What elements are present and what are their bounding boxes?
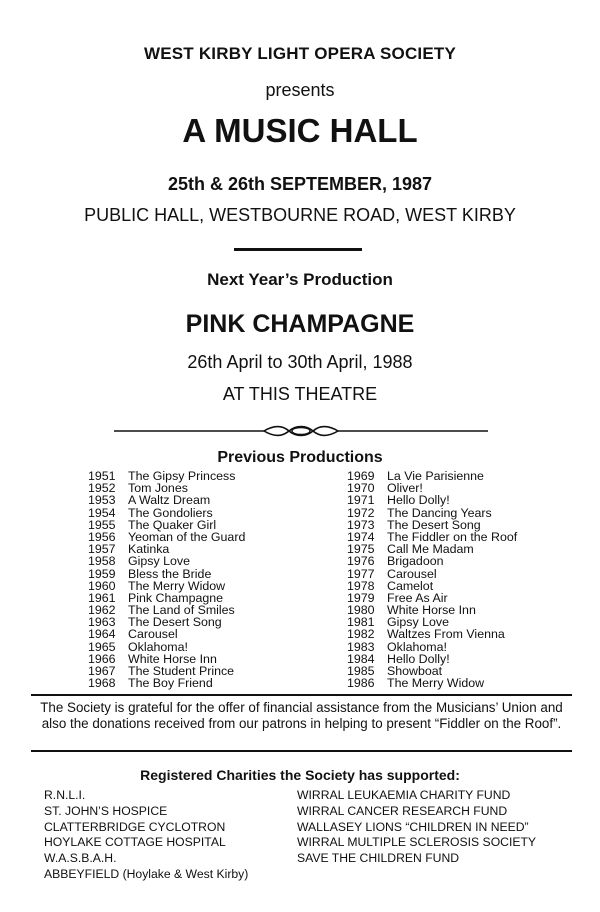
production-year: 1960 xyxy=(88,578,116,593)
production-year: 1982 xyxy=(347,627,375,642)
charity-item: HOYLAKE COTTAGE HOSPITAL xyxy=(44,835,226,850)
production-title: Gipsy Love xyxy=(387,615,449,630)
production-title: The Student Prince xyxy=(128,664,235,678)
production-row xyxy=(347,494,517,506)
production-row xyxy=(88,628,245,640)
charities-right-column xyxy=(297,788,536,867)
production-year: 1951 xyxy=(88,469,116,483)
production-year: 1985 xyxy=(347,664,375,678)
production-year: 1955 xyxy=(88,517,116,532)
divider-top xyxy=(31,694,572,696)
flourish-ornament-icon xyxy=(114,422,488,440)
production-title: The Quaker Girl xyxy=(128,517,217,532)
divider-short xyxy=(234,248,362,251)
production-year: 1979 xyxy=(347,590,375,605)
charities-left-column xyxy=(44,788,248,883)
production-year: 1977 xyxy=(347,566,375,581)
presents-text: presents xyxy=(265,80,335,100)
production-row xyxy=(347,555,517,567)
production-title: Waltzes From Vienna xyxy=(387,627,505,642)
charity-item: WIRRAL MULTIPLE SCLEROSIS SOCIETY xyxy=(297,835,537,850)
production-title: La Vie Parisienne xyxy=(387,469,484,483)
production-year: 1971 xyxy=(347,493,375,508)
production-year: 1957 xyxy=(88,542,116,557)
production-title: The Land of Smiles xyxy=(128,603,235,618)
charity-item: WALLASEY LIONS “CHILDREN IN NEED” xyxy=(297,819,529,834)
production-year: 1980 xyxy=(347,603,375,618)
production-row xyxy=(347,628,517,640)
production-title: Oklahoma! xyxy=(387,639,447,654)
production-year: 1966 xyxy=(88,651,116,666)
production-title: The Merry Widow xyxy=(387,676,485,691)
charity-item: R.N.L.I. xyxy=(44,788,86,802)
show-title: A MUSIC HALL xyxy=(182,112,418,149)
production-row xyxy=(88,494,245,506)
production-year: 1962 xyxy=(88,603,116,618)
production-title: Yeoman of the Guard xyxy=(128,529,246,544)
production-year: 1981 xyxy=(347,615,375,630)
production-title: Katinka xyxy=(128,542,170,557)
production-title: Oliver! xyxy=(387,481,423,496)
production-row xyxy=(88,507,245,519)
production-year: 1964 xyxy=(88,627,116,642)
production-year: 1968 xyxy=(88,676,116,691)
next-production-title: PINK CHAMPAGNE xyxy=(185,310,415,338)
production-title: The Dancing Years xyxy=(387,505,492,520)
production-row xyxy=(347,677,517,689)
production-title: Brigadoon xyxy=(387,554,444,569)
previous-productions-right-column xyxy=(347,470,517,689)
charity-item: WIRRAL CANCER RESEARCH FUND xyxy=(297,803,508,818)
production-year: 1972 xyxy=(347,505,375,520)
previous-productions-heading: Previous Productions xyxy=(217,449,383,466)
production-title: Hello Dolly! xyxy=(387,651,450,666)
production-title: The Gondoliers xyxy=(128,505,213,520)
production-title: The Fiddler on the Roof xyxy=(387,529,518,544)
production-title: Pink Champagne xyxy=(128,590,224,605)
production-title: The Boy Friend xyxy=(128,676,213,691)
production-year: 1958 xyxy=(88,554,116,569)
charity-item: CLATTERBRIDGE CYCLOTRON xyxy=(44,819,226,834)
production-year: 1967 xyxy=(88,664,116,678)
production-year: 1973 xyxy=(347,517,375,532)
production-year: 1983 xyxy=(347,639,375,654)
production-title: Hello Dolly! xyxy=(387,493,450,508)
show-dates: 25th & 26th SEPTEMBER, 1987 xyxy=(167,174,433,194)
next-production-heading: Next Year’s Production xyxy=(207,270,393,289)
divider-bottom xyxy=(31,750,572,752)
production-row xyxy=(88,568,245,580)
production-title: Carousel xyxy=(387,566,437,581)
next-production-location: AT THIS THEATRE xyxy=(222,384,378,404)
production-year: 1975 xyxy=(347,542,375,557)
production-year: 1961 xyxy=(88,590,116,605)
production-title: Tom Jones xyxy=(128,481,188,496)
production-year: 1965 xyxy=(88,639,116,654)
production-year: 1963 xyxy=(88,615,116,630)
production-title: The Merry Widow xyxy=(128,578,226,593)
production-year: 1974 xyxy=(347,529,375,544)
production-row xyxy=(347,641,517,653)
production-row xyxy=(88,555,245,567)
production-title: Gipsy Love xyxy=(128,554,190,569)
production-title: A Waltz Dream xyxy=(128,493,211,508)
production-year: 1970 xyxy=(347,481,375,496)
production-row xyxy=(88,677,245,689)
production-title: Showboat xyxy=(387,664,443,678)
charity-item: WIRRAL LEUKAEMIA CHARITY FUND xyxy=(297,788,511,802)
gratitude-note: The Society is grateful for the offer of financial assistance from the Musicians’ Union and also the donations received from our patrons in helping to present “Fiddler on the Roof”. xyxy=(40,700,563,731)
production-year: 1978 xyxy=(347,578,375,593)
production-title: Oklahoma! xyxy=(128,639,188,654)
production-year: 1954 xyxy=(88,505,116,520)
charity-item: SAVE THE CHILDREN FUND xyxy=(297,851,460,866)
production-year: 1984 xyxy=(347,651,375,666)
previous-productions-left-column xyxy=(88,470,245,689)
production-title: White Horse Inn xyxy=(128,651,217,666)
production-row xyxy=(347,568,517,580)
charities-heading: Registered Charities the Society has supported: xyxy=(140,767,460,783)
show-venue: PUBLIC HALL, WESTBOURNE ROAD, WEST KIRBY xyxy=(84,205,516,225)
production-year: 1969 xyxy=(347,469,375,483)
production-year: 1986 xyxy=(347,676,375,691)
production-title: Carousel xyxy=(128,627,178,642)
production-year: 1952 xyxy=(88,481,116,496)
charity-item: ABBEYFIELD (Hoylake & West Kirby) xyxy=(44,866,249,881)
production-title: Camelot xyxy=(387,578,434,593)
production-title: The Desert Song xyxy=(387,517,481,532)
production-year: 1953 xyxy=(88,493,116,508)
production-year: 1976 xyxy=(347,554,375,569)
production-title: The Desert Song xyxy=(128,615,222,630)
production-title: Bless the Bride xyxy=(128,566,212,581)
production-title: White Horse Inn xyxy=(387,603,476,618)
production-title: Free As Air xyxy=(387,590,448,605)
production-title: The Gipsy Princess xyxy=(128,469,236,483)
production-row xyxy=(347,507,517,519)
production-row xyxy=(88,641,245,653)
production-year: 1956 xyxy=(88,529,116,544)
society-name: WEST KIRBY LIGHT OPERA SOCIETY xyxy=(143,44,457,63)
charity-item: ST. JOHN’S HOSPICE xyxy=(44,803,168,818)
charity-item: W.A.S.B.A.H. xyxy=(44,851,117,866)
production-year: 1959 xyxy=(88,566,116,581)
production-title: Call Me Madam xyxy=(387,542,474,557)
next-production-dates: 26th April to 30th April, 1988 xyxy=(187,352,413,372)
